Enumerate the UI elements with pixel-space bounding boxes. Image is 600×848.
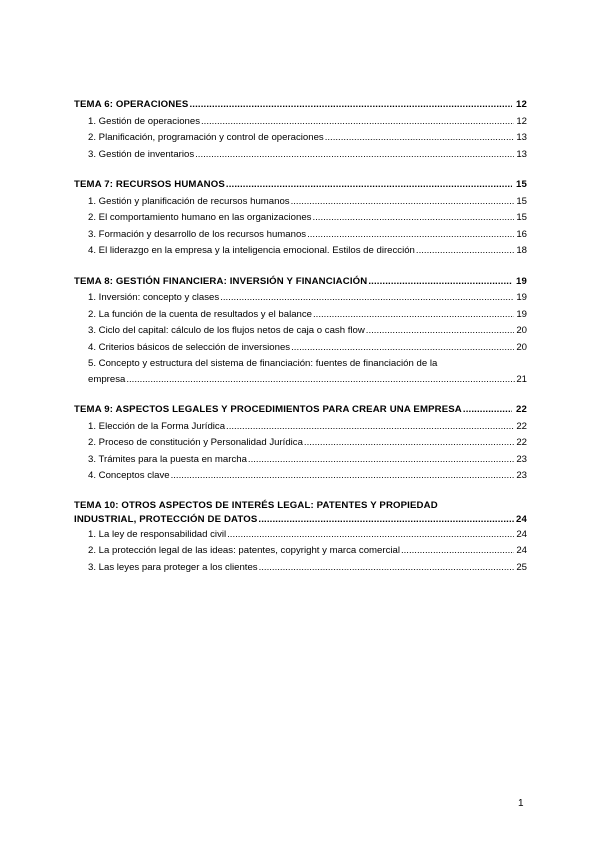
toc-item-page: 20 bbox=[516, 325, 527, 336]
dot-leader bbox=[227, 527, 514, 544]
toc-item[interactable] bbox=[74, 194, 527, 211]
toc-item-page: 18 bbox=[516, 245, 527, 256]
dot-leader bbox=[171, 468, 514, 485]
toc-item[interactable] bbox=[74, 468, 527, 485]
toc-item-label: 3. Gestión de inventarios bbox=[88, 148, 195, 160]
dot-leader bbox=[291, 340, 514, 357]
toc-section bbox=[74, 499, 527, 577]
dot-leader bbox=[368, 274, 512, 291]
toc-item-page: 15 bbox=[516, 195, 527, 207]
dot-leader bbox=[226, 419, 514, 436]
toc-item-page: 25 bbox=[516, 561, 527, 573]
toc-item-page: 12 bbox=[516, 115, 527, 127]
toc-item[interactable] bbox=[74, 290, 527, 307]
toc-item-label-line1: 5. Concepto y estructura del sistema de financiación: fuentes de financiación de la bbox=[88, 358, 438, 369]
dot-leader bbox=[259, 560, 514, 577]
dot-leader bbox=[307, 227, 514, 244]
dot-leader bbox=[401, 543, 514, 560]
dot-leader bbox=[189, 97, 512, 114]
toc-item-label: 4. Criterios básicos de selección de inversiones bbox=[88, 341, 291, 353]
toc-item[interactable] bbox=[74, 114, 527, 131]
toc-item-label: 2. La función de la cuenta de resultados y el balance bbox=[88, 308, 313, 320]
toc-item[interactable] bbox=[74, 147, 527, 164]
dot-leader bbox=[313, 307, 514, 324]
dot-leader bbox=[195, 147, 514, 164]
toc-item[interactable] bbox=[74, 130, 527, 147]
toc-heading-page: 19 bbox=[516, 275, 527, 287]
toc-item-page: 23 bbox=[516, 470, 527, 481]
toc-item[interactable] bbox=[74, 210, 527, 227]
toc-item-label: 3. Las leyes para proteger a los clientes bbox=[88, 561, 258, 573]
toc-heading[interactable] bbox=[74, 177, 527, 194]
toc-item-label: 1. La ley de responsabilidad civil bbox=[88, 528, 227, 540]
page-number: 1 bbox=[518, 798, 524, 809]
toc-item-label: 2. Planificación, programación y control de operaciones bbox=[88, 132, 324, 143]
toc-section bbox=[74, 177, 527, 260]
toc-item[interactable] bbox=[74, 227, 527, 244]
toc-heading-page: 22 bbox=[516, 404, 527, 415]
toc-section bbox=[74, 402, 527, 485]
toc-section bbox=[74, 274, 527, 389]
toc-item-label: 3. Ciclo del capital: cálculo de los flujos netos de caja o cash flow bbox=[88, 325, 365, 336]
toc-item-page: 19 bbox=[516, 292, 527, 303]
toc-item-label-line2: empresa bbox=[88, 373, 126, 385]
toc-item-label: 4. El liderazgo en la empresa y la inteligencia emocional. Estilos de dirección bbox=[88, 245, 415, 256]
dot-leader bbox=[248, 452, 514, 469]
toc-item-label: 2. El comportamiento humano en las organizaciones bbox=[88, 212, 312, 223]
toc-heading-page: 12 bbox=[516, 99, 527, 110]
toc-heading[interactable] bbox=[74, 402, 527, 419]
toc-heading-title-line2: INDUSTRIAL, PROTECCIÓN DE DATOS bbox=[74, 513, 258, 525]
dot-leader bbox=[226, 177, 512, 194]
toc-item-label: 4. Conceptos clave bbox=[88, 470, 170, 481]
toc-heading-title: TEMA 7: RECURSOS HUMANOS bbox=[74, 179, 225, 190]
dot-leader bbox=[325, 130, 514, 147]
toc-heading-title: TEMA 9: ASPECTOS LEGALES Y PROCEDIMIENTOS PARA CREAR UNA EMPRESA bbox=[74, 404, 462, 415]
dot-leader bbox=[416, 243, 514, 260]
toc-heading-page: 24 bbox=[516, 513, 527, 525]
toc-item[interactable] bbox=[74, 543, 527, 560]
toc-item-label: 1. Elección de la Forma Jurídica bbox=[88, 420, 226, 432]
toc-item[interactable] bbox=[74, 243, 527, 260]
toc-item[interactable] bbox=[74, 307, 527, 324]
toc-item-label: 2. La protección legal de las ideas: patentes, copyright y marca comercial bbox=[88, 545, 400, 556]
toc-item-page: 23 bbox=[516, 453, 527, 465]
toc-item-page: 13 bbox=[516, 132, 527, 143]
toc-item[interactable] bbox=[74, 323, 527, 340]
toc-heading[interactable] bbox=[74, 97, 527, 114]
toc-item-page: 20 bbox=[516, 341, 527, 353]
toc-heading-title: TEMA 6: OPERACIONES bbox=[74, 99, 189, 110]
toc-item-page: 22 bbox=[516, 437, 527, 448]
toc-item-label: 1. Gestión y planificación de recursos humanos bbox=[88, 195, 290, 207]
toc-item[interactable] bbox=[74, 560, 527, 577]
toc-item-label: 1. Inversión: concepto y clases bbox=[88, 292, 220, 303]
toc-heading-wrapped[interactable] bbox=[74, 499, 527, 527]
toc-item[interactable] bbox=[74, 419, 527, 436]
toc-item-label: 3. Formación y desarrollo de los recursos humanos bbox=[88, 228, 307, 240]
toc-heading-title-line1: TEMA 10: OTROS ASPECTOS DE INTERÉS LEGAL: PATENTES Y PROPIEDAD bbox=[74, 499, 438, 511]
dot-leader bbox=[220, 290, 514, 307]
toc-item[interactable] bbox=[74, 340, 527, 357]
toc-item[interactable] bbox=[74, 435, 527, 452]
dot-leader bbox=[258, 513, 515, 527]
toc-item-label: 2. Proceso de constitución y Personalidad Jurídica bbox=[88, 437, 303, 448]
dot-leader bbox=[366, 323, 514, 340]
toc-item-label: 1. Gestión de operaciones bbox=[88, 115, 201, 127]
dot-leader bbox=[291, 194, 514, 211]
toc-item-page: 15 bbox=[516, 212, 527, 223]
toc-item[interactable] bbox=[74, 527, 527, 544]
toc-item-page: 13 bbox=[516, 148, 527, 160]
toc-section bbox=[74, 97, 527, 163]
toc-item-page: 24 bbox=[516, 528, 527, 540]
toc-item-label: 3. Trámites para la puesta en marcha bbox=[88, 453, 247, 465]
toc-heading-title: TEMA 8: GESTIÓN FINANCIERA: INVERSIÓN Y FINANCIACIÓN bbox=[74, 275, 368, 287]
toc-heading[interactable] bbox=[74, 274, 527, 291]
toc-item-wrapped[interactable] bbox=[74, 356, 527, 388]
toc-item-page: 22 bbox=[516, 420, 527, 432]
toc-item-page: 16 bbox=[516, 228, 527, 240]
table-of-contents bbox=[74, 97, 527, 590]
dot-leader bbox=[304, 435, 514, 452]
toc-item[interactable] bbox=[74, 452, 527, 469]
dot-leader bbox=[312, 210, 514, 227]
dot-leader bbox=[201, 114, 514, 131]
toc-heading-page: 15 bbox=[516, 179, 527, 190]
dot-leader bbox=[126, 372, 515, 389]
toc-item-page: 24 bbox=[516, 545, 527, 556]
toc-item-page: 19 bbox=[516, 308, 527, 320]
dot-leader bbox=[463, 402, 512, 419]
toc-item-page: 21 bbox=[516, 373, 527, 385]
